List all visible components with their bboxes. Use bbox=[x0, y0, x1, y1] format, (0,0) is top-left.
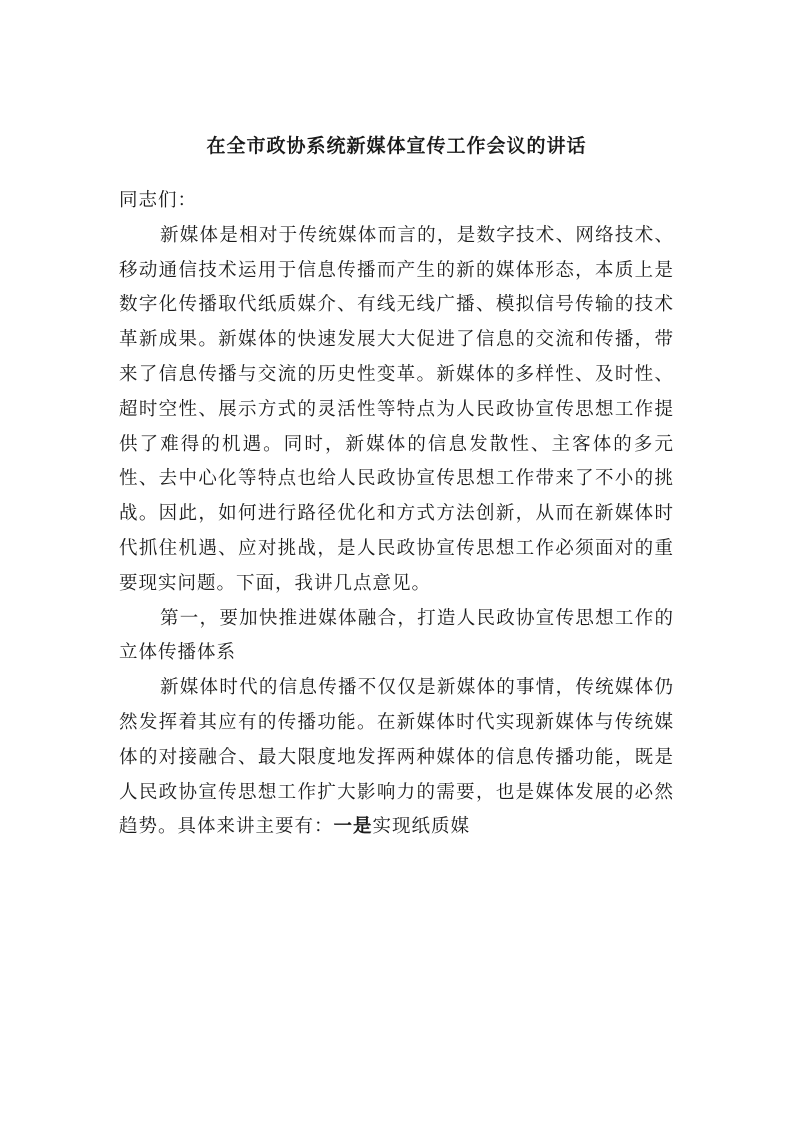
document-body bbox=[119, 184, 674, 845]
paragraph-media-fusion-text: 新媒体时代的信息传播不仅仅是新媒体的事情，传统媒体仍然发挥着其应有的传播功能。在新媒体时代实现新媒体与传统媒体的对接融合、最大限度地发挥两种媒体的信息传播功能，既是人民政协宣传思想工作扩大影响力的需要，也是媒体发展的必然趋势。具体来讲主要有： bbox=[119, 677, 674, 838]
document-title: 在全市政协系统新媒体宣传工作会议的讲话 bbox=[206, 135, 587, 157]
paragraph-media-fusion bbox=[119, 671, 674, 845]
section-heading-first: 第一，要加快推进媒体融合，打造人民政协宣传思想工作的立体传播体系 bbox=[119, 607, 674, 664]
emphasis-first-point: 一是 bbox=[333, 816, 373, 838]
paragraph-intro: 新媒体是相对于传统媒体而言的，是数字技术、网络技术、移动通信技术运用于信息传播而产生的新的媒体形态，本质上是数字化传播取代纸质媒介、有线无线广播、模拟信号传输的技术革新成果。新媒体的快速发展大大促进了信息的交流和传播，带来了信息传播与交流的历史性变革。新媒体的多样性、及时性、超时空性、展示方式的灵活性等特点为人民政协宣传思想工作提供了难得的机遇。同时，新媒体的信息发散性、主客体的多元性、去中心化等特点也给人民政协宣传思想工作带来了不小的挑战。因此，如何进行路径优化和方式方法创新，从而在新媒体时代抓住机遇、应对挑战，是人民政协宣传思想工作必须面对的重要现实问题。下面，我讲几点意见。 bbox=[119, 224, 674, 594]
salutation: 同志们： bbox=[119, 190, 198, 211]
paragraph-media-fusion-tail: 实现纸质媒 bbox=[372, 816, 471, 838]
